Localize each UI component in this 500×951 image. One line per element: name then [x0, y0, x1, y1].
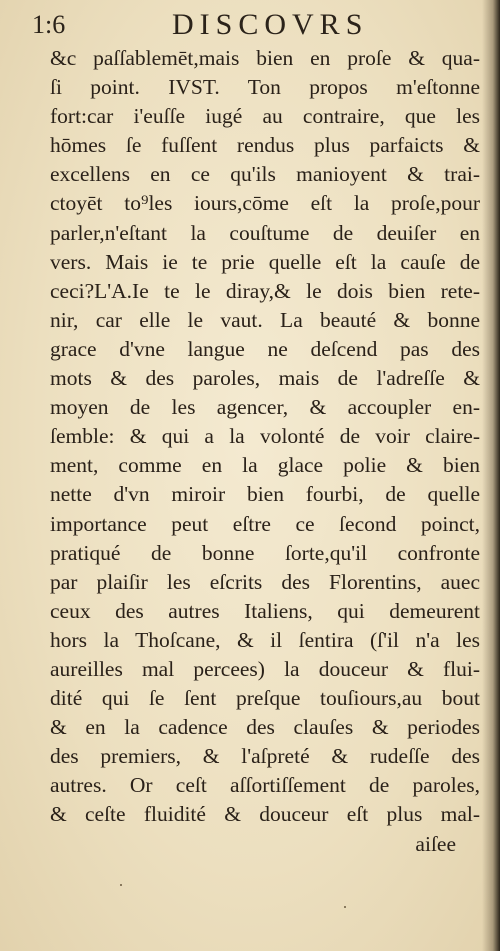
- text-line: hors la Thoſcane, & il ſentira (ſ'il n'a les: [50, 627, 480, 652]
- text-line: importance peut eſtre ce ſecond poinct,: [50, 511, 480, 536]
- text-line: aureilles mal percees) la douceur & flui-: [50, 656, 480, 681]
- text-line: & en la cadence des clauſes & periodes: [50, 715, 480, 740]
- paper-fleck: [120, 884, 122, 886]
- text-line: hōmes ſe fuſſent rendus plus parfaicts &: [50, 133, 480, 158]
- text-line: ctoyēt to⁹les iours,cōme eſt la proſe,pour: [50, 191, 480, 216]
- text-line: ſi point. IVST. Ton propos m'eſtonne: [50, 75, 480, 100]
- text-line: mots & des paroles, mais de l'adreſſe &: [50, 366, 480, 391]
- running-head: [32, 6, 452, 46]
- text-line: ceux des autres Italiens, qui demeurent: [50, 598, 480, 623]
- text-line: ment, comme en la glace polie & bien: [50, 453, 480, 478]
- text-line: pratiqué de bonne ſorte,qu'il confronte: [50, 540, 480, 565]
- text-line: nette d'vn miroir bien fourbi, de quelle: [50, 482, 480, 507]
- text-line: fort:car i'euſſe iugé au contraire, que les: [50, 104, 480, 129]
- text-line: vers. Mais ie te prie quelle eſt la cauſe de: [50, 249, 480, 274]
- text-line: par plaiſir les eſcrits des Florentins, auec: [50, 569, 480, 594]
- text-line: moyen de les agencer, & accoupler en-: [50, 395, 480, 420]
- text-line: ſemble: & qui a la volonté de voir claire-: [50, 424, 480, 449]
- body-text: [50, 44, 480, 859]
- page-gutter-shadow: [482, 0, 500, 951]
- text-line: autres. Or ceſt aſſortiſſement de paroles,: [50, 773, 480, 798]
- text-line: parler,n'eſtant la couſtume de deuiſer en: [50, 220, 480, 245]
- text-line: des premiers, & l'aſpreté & rudeſſe des: [50, 744, 480, 769]
- text-line: dité qui ſe ſent preſque touſiours,au bout: [50, 686, 480, 711]
- running-title: DISCOVRS: [172, 8, 369, 41]
- page-number: 1:6: [32, 10, 66, 39]
- text-line: grace d'vne langue ne deſcend pas des: [50, 336, 480, 361]
- text-line: ceci?L'A.Ie te le diray,& le dois bien rete-: [50, 278, 480, 303]
- paper-fleck: [344, 906, 346, 908]
- catchword: aiſee: [415, 831, 456, 856]
- text-line: excellens en ce qu'ils manioyent & trai-: [50, 162, 480, 187]
- text-line: &c paſſablemēt,mais bien en proſe & qua-: [50, 46, 480, 70]
- text-line: & ceſte fluidité & douceur eſt plus mal-: [50, 802, 480, 827]
- text-line: nir, car elle le vaut. La beauté & bonne: [50, 307, 480, 332]
